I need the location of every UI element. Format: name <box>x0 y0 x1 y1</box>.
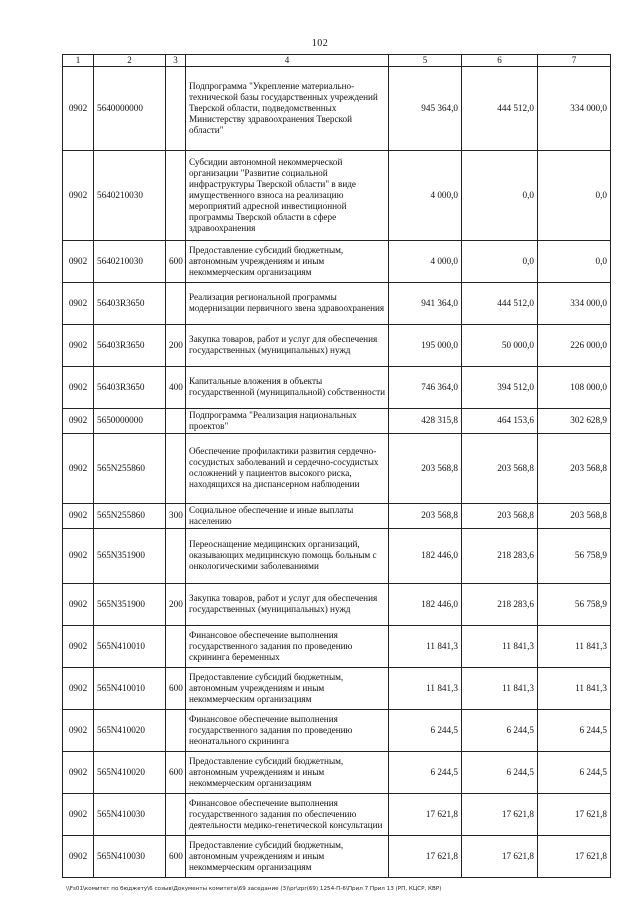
header-cell: 6 <box>462 55 538 67</box>
section-cell: 0902 <box>63 66 94 150</box>
name-cell: Закупка товаров, работ и услуг для обеспечения государственных (муниципальных) нужд <box>186 583 389 625</box>
target-code-cell: 565N255860 <box>94 503 166 528</box>
amount-col6-cell: 17 621,8 <box>462 793 538 835</box>
expense-type-cell <box>166 433 186 503</box>
file-path-footer: \\Fs01\комитет по бюджету\6 созыв\Документы комитета\69 заседание (3)\pr\zpr(69) 1254-П-6\Прил 7 Прил 13 (РП, КЦСР, КВР) <box>66 886 442 892</box>
target-code-cell: 5640210030 <box>94 150 166 240</box>
amount-col7-cell: 6 244,5 <box>538 751 611 793</box>
table-row <box>63 528 611 583</box>
header-cell: 2 <box>94 55 166 67</box>
table-row <box>63 240 611 282</box>
target-code-cell: 565N410010 <box>94 625 166 667</box>
expense-type-cell <box>166 408 186 433</box>
target-code-cell: 565N410030 <box>94 793 166 835</box>
expense-type-cell: 200 <box>166 324 186 366</box>
expense-type-cell <box>166 282 186 324</box>
header-row <box>63 55 611 67</box>
amount-col7-cell: 17 621,8 <box>538 835 611 877</box>
amount-col6-cell: 203 568,8 <box>462 433 538 503</box>
amount-col5-cell: 17 621,8 <box>389 793 462 835</box>
section-cell: 0902 <box>63 709 94 751</box>
table-row <box>63 667 611 709</box>
amount-col5-cell: 4 000,0 <box>389 150 462 240</box>
name-cell: Закупка товаров, работ и услуг для обеспечения государственных (муниципальных) нужд <box>186 324 389 366</box>
section-cell: 0902 <box>63 528 94 583</box>
amount-col6-cell: 394 512,0 <box>462 366 538 408</box>
amount-col5-cell: 11 841,3 <box>389 667 462 709</box>
amount-col7-cell: 203 568,8 <box>538 503 611 528</box>
name-cell: Реализация региональной программы модернизации первичного звена здравоохранения <box>186 282 389 324</box>
target-code-cell: 5640210030 <box>94 240 166 282</box>
amount-col7-cell: 226 000,0 <box>538 324 611 366</box>
amount-col5-cell: 941 364,0 <box>389 282 462 324</box>
amount-col7-cell: 302 628,9 <box>538 408 611 433</box>
name-cell: Предоставление субсидий бюджетным, автономным учреждениям и иным некоммерческим организациям <box>186 667 389 709</box>
section-cell: 0902 <box>63 667 94 709</box>
section-cell: 0902 <box>63 751 94 793</box>
target-code-cell: 565N351900 <box>94 583 166 625</box>
header-cell: 1 <box>63 55 94 67</box>
amount-col5-cell: 195 000,0 <box>389 324 462 366</box>
section-cell: 0902 <box>63 366 94 408</box>
table-row <box>63 793 611 835</box>
amount-col5-cell: 182 446,0 <box>389 583 462 625</box>
section-cell: 0902 <box>63 793 94 835</box>
amount-col6-cell: 17 621,8 <box>462 835 538 877</box>
target-code-cell: 565N410020 <box>94 751 166 793</box>
target-code-cell: 565N410020 <box>94 709 166 751</box>
name-cell: Финансовое обеспечение выполнения государственного задания по обеспечению деятельности медико-генетической консультации <box>186 793 389 835</box>
amount-col5-cell: 6 244,5 <box>389 709 462 751</box>
target-code-cell: 56403R3650 <box>94 366 166 408</box>
expense-type-cell <box>166 625 186 667</box>
section-cell: 0902 <box>63 408 94 433</box>
table-row <box>63 583 611 625</box>
section-cell: 0902 <box>63 282 94 324</box>
table-row <box>63 150 611 240</box>
name-cell: Предоставление субсидий бюджетным, автономным учреждениям и иным некоммерческим организациям <box>186 751 389 793</box>
header-cell: 5 <box>389 55 462 67</box>
amount-col7-cell: 6 244,5 <box>538 709 611 751</box>
amount-col6-cell: 0,0 <box>462 240 538 282</box>
amount-col5-cell: 11 841,3 <box>389 625 462 667</box>
header-cell: 4 <box>186 55 389 67</box>
target-code-cell: 5650000000 <box>94 408 166 433</box>
amount-col6-cell: 203 568,8 <box>462 503 538 528</box>
amount-col5-cell: 428 315,8 <box>389 408 462 433</box>
target-code-cell: 5640000000 <box>94 66 166 150</box>
table-row <box>63 366 611 408</box>
table-row <box>63 625 611 667</box>
expense-type-cell: 600 <box>166 240 186 282</box>
amount-col6-cell: 464 153,6 <box>462 408 538 433</box>
name-cell: Субсидии автономной некоммерческой организации "Развитие социальной инфраструктуры Тверской области" в виде имущественного взноса на реализацию мероприятий адресной инвестиционной программы Тверской области в сфере здравоохранения <box>186 150 389 240</box>
amount-col6-cell: 6 244,5 <box>462 709 538 751</box>
amount-col6-cell: 6 244,5 <box>462 751 538 793</box>
amount-col7-cell: 203 568,8 <box>538 433 611 503</box>
amount-col5-cell: 746 364,0 <box>389 366 462 408</box>
amount-col5-cell: 945 364,0 <box>389 66 462 150</box>
table-row <box>63 408 611 433</box>
amount-col5-cell: 6 244,5 <box>389 751 462 793</box>
amount-col7-cell: 56 758,9 <box>538 583 611 625</box>
amount-col6-cell: 11 841,3 <box>462 625 538 667</box>
target-code-cell: 565N351900 <box>94 528 166 583</box>
section-cell: 0902 <box>63 503 94 528</box>
table-row <box>63 324 611 366</box>
page-number: 102 <box>311 38 329 49</box>
name-cell: Предоставление субсидий бюджетным, автономным учреждениям и иным некоммерческим организациям <box>186 835 389 877</box>
table-row <box>63 751 611 793</box>
table-row <box>63 835 611 877</box>
amount-col5-cell: 203 568,8 <box>389 503 462 528</box>
name-cell: Социальное обеспечение и иные выплаты населению <box>186 503 389 528</box>
amount-col7-cell: 11 841,3 <box>538 667 611 709</box>
expense-type-cell: 200 <box>166 583 186 625</box>
target-code-cell: 565N410030 <box>94 835 166 877</box>
table-row <box>63 282 611 324</box>
table-row <box>63 503 611 528</box>
section-cell: 0902 <box>63 150 94 240</box>
expense-type-cell <box>166 66 186 150</box>
expense-type-cell: 600 <box>166 835 186 877</box>
section-cell: 0902 <box>63 433 94 503</box>
expense-type-cell <box>166 528 186 583</box>
section-cell: 0902 <box>63 625 94 667</box>
amount-col6-cell: 0,0 <box>462 150 538 240</box>
table-row <box>63 433 611 503</box>
section-cell: 0902 <box>63 835 94 877</box>
amount-col7-cell: 334 000,0 <box>538 282 611 324</box>
name-cell: Финансовое обеспечение выполнения государственного задания по проведению неонатального скрининга <box>186 709 389 751</box>
target-code-cell: 565N410010 <box>94 667 166 709</box>
name-cell: Подпрограмма "Реализация национальных проектов" <box>186 408 389 433</box>
expense-type-cell <box>166 709 186 751</box>
table-row <box>63 709 611 751</box>
amount-col6-cell: 444 512,0 <box>462 282 538 324</box>
name-cell: Подпрограмма "Укрепление материально-технической базы государственных учреждений Тверской области, подведомственных Министерству здравоохранения Тверской области" <box>186 66 389 150</box>
amount-col7-cell: 0,0 <box>538 240 611 282</box>
header-cell: 3 <box>166 55 186 67</box>
name-cell: Обеспечение профилактики развития сердечно-сосудистых заболеваний и сердечно-сосудистых осложнений у пациентов высокого риска, находящихся на диспансерном наблюдении <box>186 433 389 503</box>
name-cell: Переоснащение медицинских организаций, оказывающих медицинскую помощь больным с онкологическими заболеваниями <box>186 528 389 583</box>
amount-col7-cell: 334 000,0 <box>538 66 611 150</box>
section-cell: 0902 <box>63 583 94 625</box>
table-row <box>63 66 611 150</box>
amount-col5-cell: 203 568,8 <box>389 433 462 503</box>
amount-col6-cell: 218 283,6 <box>462 528 538 583</box>
budget-table <box>62 54 611 878</box>
amount-col7-cell: 108 000,0 <box>538 366 611 408</box>
amount-col6-cell: 11 841,3 <box>462 667 538 709</box>
amount-col7-cell: 17 621,8 <box>538 793 611 835</box>
expense-type-cell: 400 <box>166 366 186 408</box>
name-cell: Капитальные вложения в объекты государственной (муниципальной) собственности <box>186 366 389 408</box>
target-code-cell: 56403R3650 <box>94 282 166 324</box>
name-cell: Предоставление субсидий бюджетным, автономным учреждениям и иным некоммерческим организациям <box>186 240 389 282</box>
amount-col7-cell: 11 841,3 <box>538 625 611 667</box>
section-cell: 0902 <box>63 240 94 282</box>
expense-type-cell <box>166 150 186 240</box>
expense-type-cell: 300 <box>166 503 186 528</box>
amount-col7-cell: 0,0 <box>538 150 611 240</box>
amount-col5-cell: 17 621,8 <box>389 835 462 877</box>
name-cell: Финансовое обеспечение выполнения государственного задания по проведению скрининга беременных <box>186 625 389 667</box>
target-code-cell: 56403R3650 <box>94 324 166 366</box>
header-cell: 7 <box>538 55 611 67</box>
amount-col7-cell: 56 758,9 <box>538 528 611 583</box>
amount-col6-cell: 218 283,6 <box>462 583 538 625</box>
target-code-cell: 565N255860 <box>94 433 166 503</box>
expense-type-cell: 600 <box>166 751 186 793</box>
amount-col5-cell: 182 446,0 <box>389 528 462 583</box>
section-cell: 0902 <box>63 324 94 366</box>
amount-col5-cell: 4 000,0 <box>389 240 462 282</box>
expense-type-cell: 600 <box>166 667 186 709</box>
amount-col6-cell: 444 512,0 <box>462 66 538 150</box>
expense-type-cell <box>166 793 186 835</box>
amount-col6-cell: 50 000,0 <box>462 324 538 366</box>
